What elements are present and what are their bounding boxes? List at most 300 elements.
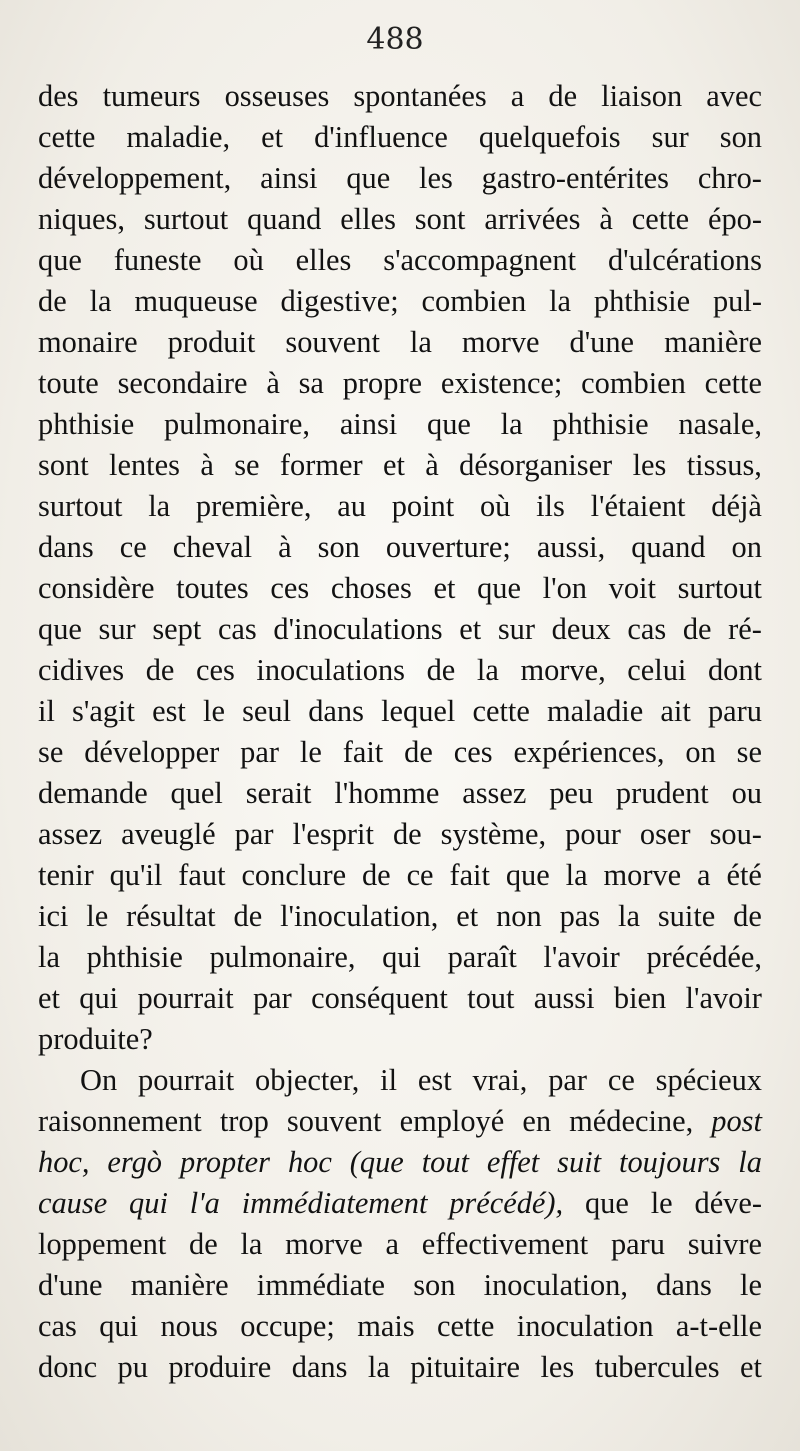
word: est [152,694,186,728]
word: tubercules [594,1350,720,1384]
word: cas [217,612,257,646]
word: propre [342,366,423,400]
word: déjà [711,489,762,523]
word: ou [731,776,762,810]
word: est [417,1063,452,1097]
word: post [711,1104,762,1138]
word: combien [581,366,686,400]
word: le [740,1268,762,1302]
word: et [739,1350,762,1384]
word: la [500,407,523,441]
word: tenir [38,858,94,892]
word: développement, [38,161,232,195]
word: cause [38,1186,108,1220]
word: d'ulcérations [607,243,762,277]
word: la [240,1227,263,1261]
word: d'influence [314,120,448,154]
word: toutes [176,571,249,605]
word: de [233,899,263,933]
word: pourrait [137,981,234,1015]
word: dans [308,694,364,728]
text-line [38,1101,762,1142]
word: ces [196,653,235,687]
word: point [391,489,455,523]
word: produire [168,1350,272,1384]
word: manière [664,325,762,359]
word: toute [38,366,99,400]
word: propter [179,1145,270,1179]
word: ainsi [260,161,318,195]
word: dans [656,1268,712,1302]
word: a [510,79,525,113]
word: la [89,284,112,318]
word: et [261,120,284,154]
word: à [599,202,613,236]
word: cette [472,694,530,728]
word: surtout [38,489,123,523]
word: à [278,530,292,564]
word: par [234,817,274,851]
word: pul- [712,284,762,318]
word: inoculation [516,1309,654,1343]
word: ait [660,694,691,728]
word: de [426,653,456,687]
word: donc [38,1350,98,1384]
word: et [382,448,405,482]
word: cheval [172,530,253,564]
word: la [738,1145,762,1179]
word: médecine, [569,1104,694,1138]
word: gastro-entérites [481,161,669,195]
word: l'inoculation, [280,899,439,933]
word: seul [242,694,292,728]
word: chro- [697,161,762,195]
text-line [38,1265,762,1306]
word: cas [627,612,667,646]
word: suit [557,1145,602,1179]
word: occupe; [240,1309,335,1343]
word: quel [170,776,223,810]
word: morve [285,1227,363,1261]
word: a [385,1227,399,1261]
word: produit [167,325,256,359]
word: dans [291,1350,348,1384]
word: fait [449,858,490,892]
word: elles [340,202,396,236]
word: le [86,899,109,933]
word: phthisie [86,940,183,974]
text-line [38,445,762,486]
text-line [38,363,762,404]
word: souvent [285,325,380,359]
text-line [38,650,762,691]
word: se [38,735,64,769]
word: la [565,858,588,892]
word: le [650,1186,673,1220]
word: l'avoir [685,981,762,1015]
word: maladie, [126,120,231,154]
text-line [38,240,762,281]
word: surtout [677,571,762,605]
word: phthisie [593,284,691,318]
word: suivre [687,1227,762,1261]
word: résultat [126,899,216,933]
word: la [367,1350,390,1384]
word: de [682,612,712,646]
word: le [299,735,322,769]
text-line [38,1347,762,1388]
word: combien [421,284,527,318]
word: le [203,694,225,728]
word: l'on [542,571,587,605]
word: immédiatement [241,1186,428,1220]
word: ouverture; [385,530,511,564]
word: prudent [615,776,709,810]
word: par [548,1063,587,1097]
word: par [252,981,292,1015]
text-line [38,1060,762,1101]
word: la [618,899,640,933]
word: celui [627,653,687,687]
text-line [38,527,762,568]
word: en [522,1104,552,1138]
word: expériences, [513,735,665,769]
word: cette [38,120,96,154]
word: et [38,981,60,1015]
word: pituitaire [410,1350,520,1384]
word: quand [247,202,322,236]
word: sont [414,202,466,236]
word: ces [270,571,310,605]
word: ils [536,489,565,523]
word: sou- [709,817,762,851]
word: pourrait [138,1063,235,1097]
word: où [233,243,264,277]
word: de [392,817,422,851]
word: ergò [107,1145,163,1179]
word: quand [631,530,706,564]
word: de [189,1227,218,1261]
word: non [496,899,542,933]
text-line [38,732,762,773]
word: se [234,448,260,482]
text-line [38,896,762,937]
word: deux [551,612,611,646]
word: que [584,1186,629,1220]
word: ré- [728,612,762,646]
word: aussi [533,981,595,1015]
word: de [38,284,67,318]
word: pulmonaire, [209,940,356,974]
word: muqueuse [134,284,258,318]
word: sur [497,612,535,646]
word: les [419,161,453,195]
word: funeste [113,243,202,277]
word: que [427,407,471,441]
word: de [404,735,433,769]
word: raisonnement [38,1104,202,1138]
word: que [38,243,82,277]
word: que [505,858,550,892]
word: tumeurs [102,79,201,113]
word: à [425,448,439,482]
word: spontanées [353,79,487,113]
word: la [38,940,60,974]
word: conséquent [311,981,448,1015]
word: l'a [189,1186,220,1220]
word: lequel [381,694,456,728]
word: d'une [569,325,635,359]
word: phthisie [38,407,135,441]
word: effet [486,1145,540,1179]
word: système, [440,817,547,851]
word: morve [461,325,540,359]
word: On [80,1063,118,1097]
word: serait [245,776,312,810]
word: l'avoir [543,940,620,974]
word: précédée, [646,940,762,974]
word: son [719,120,762,154]
word: avec [706,79,762,113]
word: été [726,858,762,892]
text-line [38,1142,762,1183]
word: cidives [38,653,125,687]
word: (que [349,1145,404,1179]
word: trop [219,1104,269,1138]
text-line [38,1224,762,1265]
word: de [548,79,578,113]
word: de [145,653,175,687]
word: précédé), [449,1186,564,1220]
word: secondaire [117,366,248,400]
word: paru [610,1227,665,1261]
word: produite? [38,1022,153,1056]
word: a-t-elle [675,1309,762,1343]
word: objecter, [255,1063,360,1097]
word: pas [559,899,601,933]
word: des [38,79,79,113]
text-line [38,691,762,732]
text-line [38,199,762,240]
word: tout [467,981,515,1015]
word: surtout [143,202,229,236]
word: déve- [694,1186,762,1220]
word: immédiate [256,1268,386,1302]
word: que [38,612,82,646]
word: développer [84,735,220,769]
word: choses [330,571,412,605]
word: pour [565,817,621,851]
word: inoculation, [483,1268,628,1302]
text-line [38,937,762,978]
word: que [346,161,391,195]
text-line [38,281,762,322]
word: demande [38,776,148,810]
word: pu [117,1350,148,1384]
text-line [38,1183,762,1224]
word: spécieux [655,1063,762,1097]
word: cette [631,202,690,236]
word: ici [38,899,69,933]
word: phthisie [552,407,649,441]
word: liaison [601,79,683,113]
word: a [697,858,711,892]
word: loppement [38,1227,167,1261]
text-line [38,855,762,896]
word: ainsi [339,407,398,441]
word: sur [651,120,689,154]
word: désorganiser [459,448,613,482]
word: pulmonaire, [164,407,311,441]
word: faut [178,858,226,892]
word: tissus, [686,448,762,482]
word: bien [613,981,667,1015]
word: existence; [440,366,563,400]
word: ce [607,1063,635,1097]
word: morve [603,858,682,892]
word: première, [195,489,312,523]
word: l'homme [334,776,440,810]
word: l'esprit [292,817,374,851]
word: niques, [38,202,125,236]
word: suite [657,899,716,933]
word: et [459,612,482,646]
word: monaire [38,325,138,359]
word: sept [152,612,202,646]
text-line [38,773,762,814]
word: à [200,448,214,482]
word: assez [462,776,527,810]
word: sont [38,448,89,482]
word: la [409,325,432,359]
word: aveuglé [121,817,216,851]
word: d'une [38,1268,103,1302]
word: aussi, [536,530,606,564]
word: considère [38,571,155,605]
word: morve, [520,653,606,687]
word: effectivement [421,1227,589,1261]
word: dans [38,530,94,564]
word: hoc [287,1145,332,1179]
word: se [736,735,762,769]
word: l'étaient [590,489,686,523]
word: on [731,530,762,564]
word: on [685,735,716,769]
text-line [38,609,762,650]
word: de [361,858,391,892]
word: tout [421,1145,469,1179]
word: hoc, [38,1145,90,1179]
word: les [632,448,667,482]
word: épo- [707,202,762,236]
word: nasale, [678,407,762,441]
word: quelquefois [478,120,621,154]
word: ce [406,858,434,892]
word: cette [704,366,762,400]
word: sur [98,612,136,646]
text-line [38,404,762,445]
word: arrivées [484,202,581,236]
word: lentes [109,448,180,482]
text-line [38,322,762,363]
word: voit [608,571,656,605]
word: maladie [547,694,644,728]
word: la [476,653,499,687]
word: son [317,530,360,564]
word: il [380,1063,398,1097]
word: qui [129,1186,168,1220]
word: toujours [619,1145,721,1179]
word: elles [295,243,352,277]
word: cas [38,1309,77,1343]
word: fait [342,735,384,769]
text-line [38,486,762,527]
body-text [38,76,762,1388]
word: conclure [241,858,347,892]
word: à [266,366,280,400]
word: et [456,899,479,933]
text-line [38,978,762,1019]
word: et [433,571,456,605]
text-line [38,117,762,158]
word: qu'il [109,858,163,892]
word: vrai, [472,1063,528,1097]
word: assez [38,817,103,851]
word: peu [549,776,594,810]
word: la [148,489,171,523]
word: qui [79,981,119,1015]
word: s'accompagnent [383,243,577,277]
word: mais [357,1309,415,1343]
word: qui [382,940,421,974]
word: manière [130,1268,229,1302]
word: oser [639,817,691,851]
word: qui [99,1309,139,1343]
word: de [733,899,762,933]
word: dont [707,653,762,687]
word: paraît [447,940,517,974]
word: souvent [286,1104,382,1138]
word: les [540,1350,575,1384]
word: sa [298,366,324,400]
text-line [38,1019,762,1060]
word: inoculations [256,653,405,687]
word: où [479,489,511,523]
text-line [38,1306,762,1347]
text-line [38,814,762,855]
text-line [38,76,762,117]
word: employé [399,1104,505,1138]
word: son [413,1268,456,1302]
text-line [38,158,762,199]
word: paru [707,694,762,728]
word: la [549,284,571,318]
word: nous [160,1309,218,1343]
word: par [240,735,279,769]
word: ce [119,530,147,564]
page-number: 488 [366,22,424,57]
word: cette [437,1309,495,1343]
word: osseuses [224,79,330,113]
text-line [38,568,762,609]
word: s'agit [72,694,135,728]
word: ces [453,735,493,769]
word: il [38,694,55,728]
word: former [279,448,363,482]
word: au [337,489,366,523]
word: d'inoculations [273,612,443,646]
word: digestive; [280,284,399,318]
